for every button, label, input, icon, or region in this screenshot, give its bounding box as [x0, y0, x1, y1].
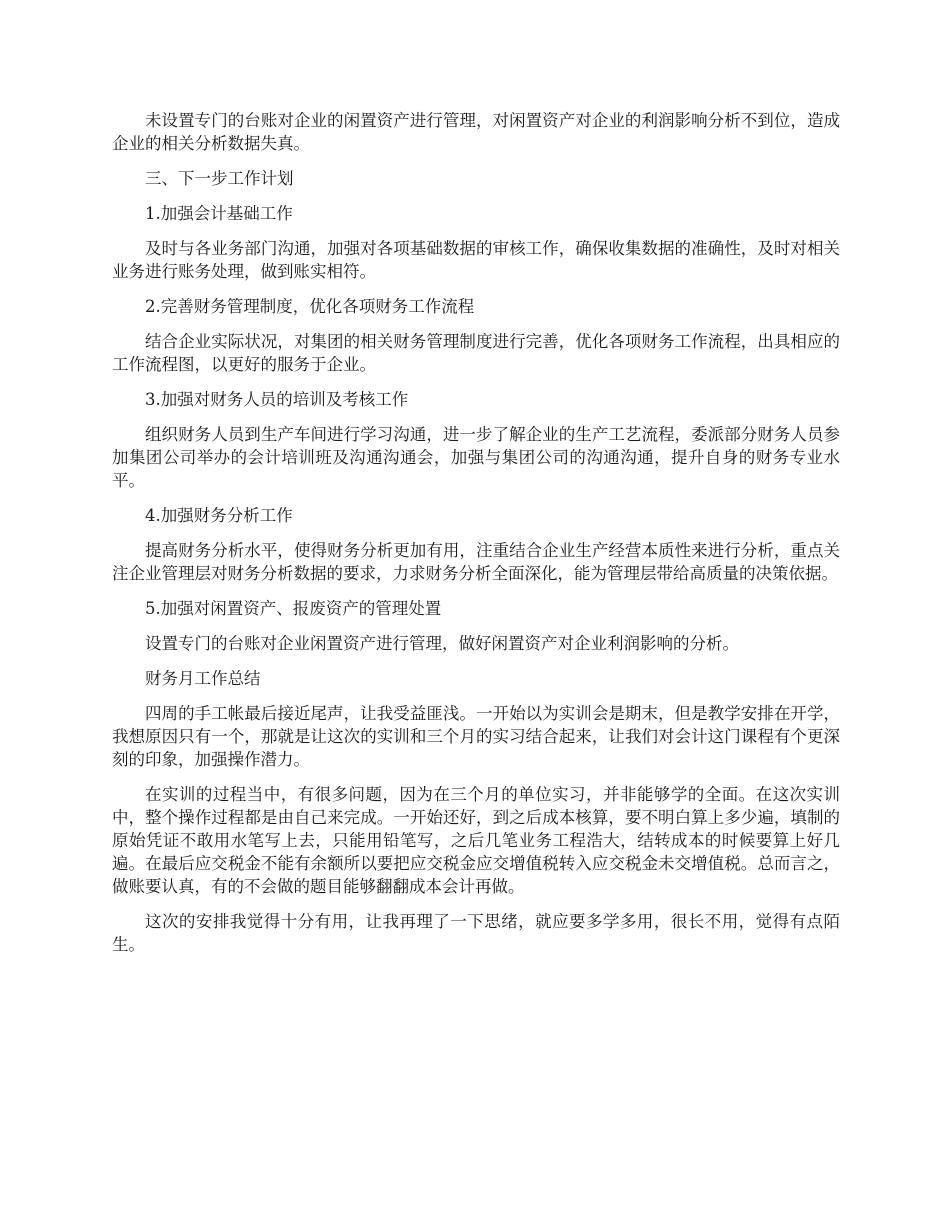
- section-heading-next-steps: 三、下一步工作计划: [145, 169, 294, 188]
- paragraph-item-3: 组织财务人员到生产车间进行学习沟通，进一步了解企业的生产工艺流程，委派部分财务人员参加集团公司举办的会计培训班及沟通沟通会，加强与集团公司的沟通沟通，提升自身的财务专业水平。: [112, 425, 840, 490]
- paragraph-idle-assets-issue: 未设置专门的台账对企业的闲置资产进行管理，对闲置资产对企业的利润影响分析不到位，造成企业的相关分析数据失真。: [112, 111, 840, 153]
- paragraph-item-1: 及时与各业务部门沟通，加强对各项基础数据的审核工作，确保收集数据的准确性，及时对相关业务进行账务处理，做到账实相符。: [112, 239, 840, 281]
- item-heading-2: 2.完善财务管理制度，优化各项财务工作流程: [145, 297, 475, 316]
- section-heading-monthly-summary: 财务月工作总结: [145, 669, 261, 688]
- item-heading-5: 5.加强对闲置资产、报废资产的管理处置: [145, 599, 442, 618]
- paragraph-item-5: 设置专门的台账对企业闲置资产进行管理，做好闲置资产对企业利润影响的分析。: [145, 634, 739, 653]
- paragraph-summary-1: 四周的手工帐最后接近尾声，让我受益匪浅。一开始以为实训会是期末，但是教学安排在开学，我想原因只有一个，那就是让这次的实训和三个月的实习结合起来，让我们对会计这门课程有个更深刻的印象，加强操作潜力。: [112, 704, 840, 769]
- paragraph-item-2: 结合企业实际状况，对集团的相关财务管理制度进行完善，优化各项财务工作流程，出具相应的工作流程图，以更好的服务于企业。: [112, 332, 840, 374]
- paragraph-item-4: 提高财务分析水平，使得财务分析更加有用，注重结合企业生产经营本质性来进行分析，重点关注企业管理层对财务分析数据的要求，力求财务分析全面深化，能为管理层带给高质量的决策依据。: [112, 541, 840, 583]
- paragraph-summary-2: 在实训的过程当中，有很多问题，因为在三个月的单位实习，并非能够学的全面。在这次实训中，整个操作过程都是由自己来完成。一开始还好，到之后成本核算，要不明白算上多少遍，填制的原始凭证不敢用水笔写上去，只能用铅笔写，之后几笔业务工程浩大，结转成本的时候要算上好几遍。在最后应交税金不能有余额所以要把应交税金应交增值税转入应交税金未交增值税。总而言之，做账要认真，有的不会做的题目能够翻翻成本会计再做。: [112, 785, 840, 896]
- item-heading-4: 4.加强财务分析工作: [145, 506, 293, 525]
- item-heading-1: 1.加强会计基础工作: [145, 204, 293, 223]
- paragraph-summary-3: 这次的安排我觉得十分有用，让我再理了一下思绪，就应要多学多用，很长不用，觉得有点陌生。: [112, 912, 840, 954]
- item-heading-3: 3.加强对财务人员的培训及考核工作: [145, 390, 409, 409]
